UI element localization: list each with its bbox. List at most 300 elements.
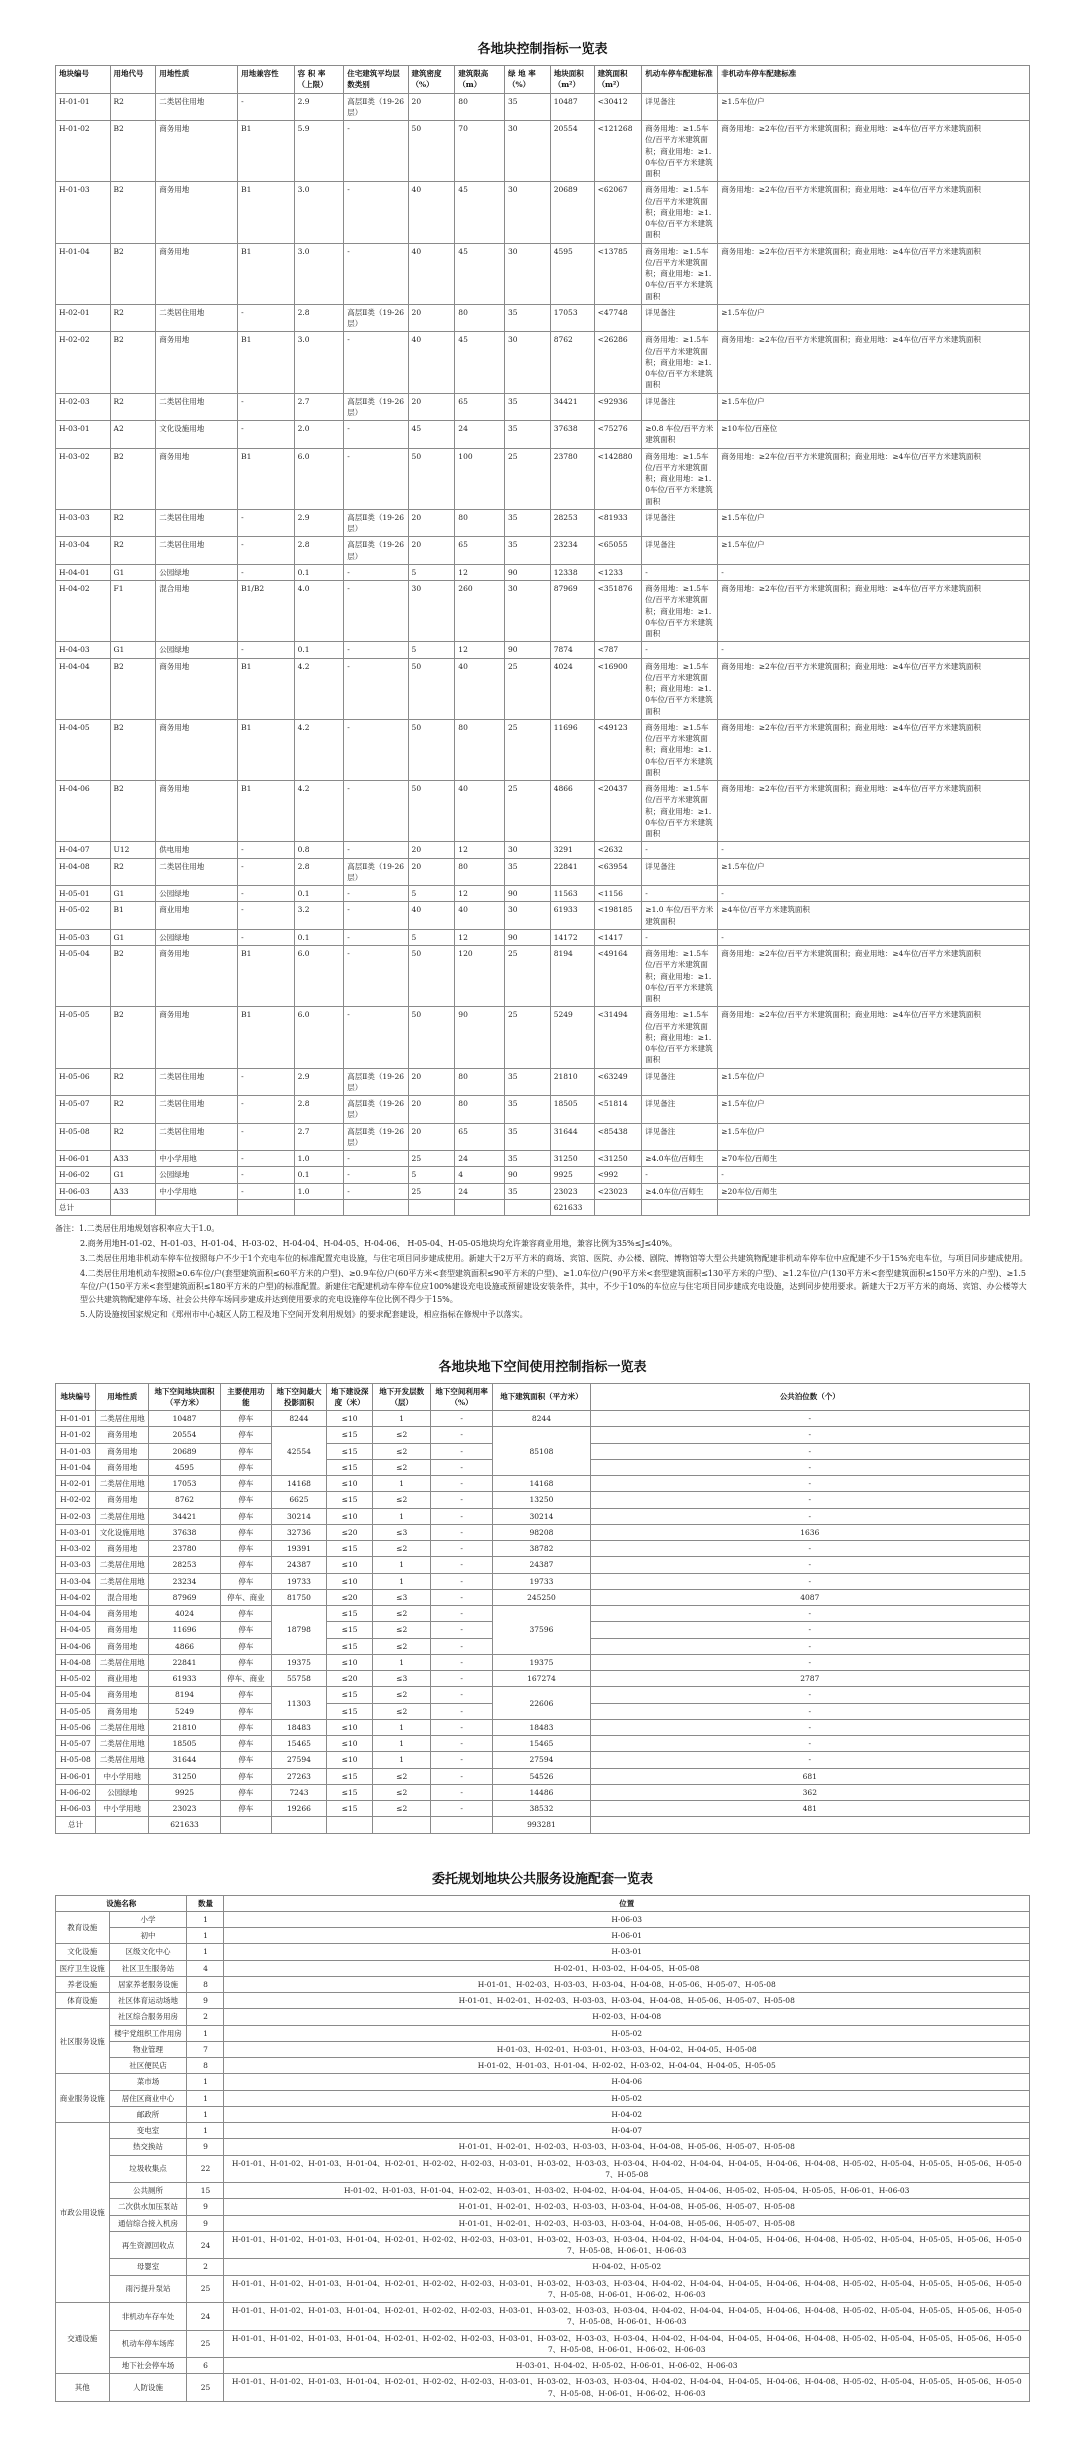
t1-cell: <2632 (594, 842, 642, 858)
t1-cell: <62067 (594, 182, 642, 243)
t1-cell: 11696 (550, 719, 594, 780)
t2-cell: ≤10 (326, 1752, 373, 1768)
t1-cell: B2 (110, 121, 156, 182)
t3-row (56, 2074, 1030, 2090)
t2-cell: 停车 (220, 1411, 272, 1427)
t2-cell: 27594 (493, 1752, 590, 1768)
t1-cell: 12 (455, 929, 505, 945)
t1-cell: B1 (238, 781, 294, 842)
t1-cell: 二类居住用地 (156, 1068, 238, 1096)
t1-row (56, 393, 1030, 421)
t1-cell: 二类居住用地 (156, 537, 238, 565)
t1-cell: 商务用地 (156, 719, 238, 780)
t1-cell: 商务用地：≥1.5车位/百平方米建筑面积；商业用地：≥1.0车位/百平方米建筑面积 (642, 243, 718, 304)
t2-cell: - (430, 1508, 492, 1524)
t1-cell: 0.1 (294, 642, 344, 658)
t1-cell (294, 1199, 344, 1215)
t2-cell (590, 1817, 1029, 1833)
t2-cell: 商务用地 (95, 1703, 149, 1719)
t1-cell: 35 (504, 1183, 550, 1199)
t3-count-cell: 9 (187, 1993, 224, 2009)
t1-cell: 35 (504, 509, 550, 537)
t2-cell: ≤10 (326, 1654, 373, 1670)
t1-cell: - (238, 1123, 294, 1151)
t1-row (56, 93, 1030, 121)
t2-cell: - (430, 1801, 492, 1817)
t2-cell: 二类居住用地 (95, 1508, 149, 1524)
t1-cell: B2 (110, 182, 156, 243)
t1-cell: ≥70车位/百师生 (718, 1151, 1030, 1167)
t1-cell: 混合用地 (156, 581, 238, 642)
t1-cell: 商务用地 (156, 448, 238, 509)
t1-row (56, 509, 1030, 537)
t2-cell: 1636 (590, 1524, 1029, 1540)
t3-count-cell: 25 (187, 2330, 224, 2358)
t1-cell: 1.0 (294, 1151, 344, 1167)
t3-facility-name-cell: 地下社会停车场 (109, 2358, 187, 2374)
t3-location-cell: H-01-01、H-02-03、H-03-03、H-03-04、H-04-08、H-05-06、H-05-07、H-05-08 (224, 1976, 1030, 1992)
t1-cell: H-06-02 (56, 1167, 111, 1183)
t3-facility-name-cell: 初中 (109, 1928, 187, 1944)
t1-cell: R2 (110, 304, 156, 332)
t1-cell: 文化设施用地 (156, 421, 238, 449)
t3-category-cell: 交通设施 (56, 2303, 110, 2374)
t2-cell (326, 1817, 373, 1833)
t2-cell: 14168 (493, 1476, 590, 1492)
t1-cell: 4595 (550, 243, 594, 304)
t1-cell: - (238, 537, 294, 565)
t3-location-cell: H-04-07 (224, 2123, 1030, 2139)
t2-cell: - (590, 1687, 1029, 1703)
t1-cell: R2 (110, 1123, 156, 1151)
t1-cell: - (344, 946, 408, 1007)
t2-cell: ≤2 (373, 1459, 430, 1475)
t3-location-cell: H-01-01、H-01-02、H-01-03、H-01-04、H-02-01、H-02-02、H-02-03、H-03-01、H-03-02、H-03-03、H-03-04、H-04-02、H-04-04、H-04-05、H-04-06、H-04-08、H-05-02、H-05-04、H-05-05、H-05-06、H-05-07、H-05-08 (224, 2155, 1030, 2183)
t2-row (56, 1589, 1030, 1605)
t2-cell: ≤15 (326, 1622, 373, 1638)
t1-cell: 40 (408, 332, 455, 393)
t2-cell: - (430, 1557, 492, 1573)
t1-cell: - (344, 842, 408, 858)
t1-column-header: 用地代号 (110, 66, 156, 94)
t2-cell: 停车 (220, 1654, 272, 1670)
t1-cell: 20 (408, 858, 455, 886)
t2-cell: 停车、商业 (220, 1589, 272, 1605)
t1-cell: 4.0 (294, 581, 344, 642)
t1-cell: 65 (455, 1123, 505, 1151)
note-line: 5.人防设施按国家规定和《郑州市中心城区人防工程及地下空间开发利用规划》的要求配套建设，相应指标在修规中予以落实。 (80, 1309, 528, 1319)
t2-cell: ≤2 (373, 1443, 430, 1459)
t3-facility-name-cell: 区级文化中心 (109, 1944, 187, 1960)
t3-row (56, 2058, 1030, 2074)
t2-cell: H-02-02 (56, 1492, 96, 1508)
t2-cell: 停车 (220, 1719, 272, 1735)
t2-cell: - (590, 1654, 1029, 1670)
table3-title: 委托规划地块公共服务设施配套一览表 (431, 1871, 653, 1887)
t2-cell: 1 (373, 1736, 430, 1752)
t1-cell: 20554 (550, 121, 594, 182)
t1-cell: 20689 (550, 182, 594, 243)
t1-cell (455, 1199, 505, 1215)
t1-cell: 8762 (550, 332, 594, 393)
t1-cell: 25 (408, 1183, 455, 1199)
t1-cell: 61933 (550, 902, 594, 930)
t1-cell: 18505 (550, 1096, 594, 1124)
t1-cell: H-04-06 (56, 781, 111, 842)
t1-cell: 0.1 (294, 564, 344, 580)
t2-row (56, 1524, 1030, 1540)
t1-cell: - (238, 304, 294, 332)
t1-cell: 4 (455, 1167, 505, 1183)
t1-cell: 20 (408, 537, 455, 565)
t1-cell: <63249 (594, 1068, 642, 1096)
t3-facility-name-cell: 公共厕所 (109, 2183, 187, 2199)
note-line: 3.二类居住用地非机动车停车位按照每户不少于1个充电车位的标准配置充电设施，与住宅项目同步建成使用。新建大于2万平方米的商场、宾馆、医院、办公楼、剧院、博物馆等大型公共建筑物配建非机动车停车位中应配建不少于15%充电车位，与项目同步建成使用。 (80, 1253, 1028, 1263)
t2-cell: 商务用地 (95, 1622, 149, 1638)
t2-cell: 1 (373, 1573, 430, 1589)
t3-location-cell: H-02-03、H-04-08 (224, 2009, 1030, 2025)
t1-cell: <31494 (594, 1007, 642, 1068)
t1-cell: 40 (455, 902, 505, 930)
t2-cell: - (590, 1573, 1029, 1589)
t3-count-cell: 22 (187, 2155, 224, 2183)
t1-cell: 高层Ⅱ类（19-26层） (344, 509, 408, 537)
t1-cell: 商务用地：≥1.5车位/百平方米建筑面积；商业用地：≥1.0车位/百平方米建筑面积 (642, 581, 718, 642)
t1-cell: H-05-02 (56, 902, 111, 930)
t2-cell: 停车 (220, 1703, 272, 1719)
t3-row (56, 2009, 1030, 2025)
t3-facility-name-cell: 再生资源回收点 (109, 2231, 187, 2259)
t2-cell: - (590, 1443, 1029, 1459)
t2-cell: - (430, 1687, 492, 1703)
t2-cell: 22841 (149, 1654, 220, 1670)
t1-cell: 2.7 (294, 393, 344, 421)
t2-cell: ≤15 (326, 1459, 373, 1475)
t3-category-cell: 其他 (56, 2374, 110, 2402)
t1-cell: H-03-03 (56, 509, 111, 537)
t1-cell: R2 (110, 537, 156, 565)
t1-cell: - (238, 509, 294, 537)
t1-cell: - (238, 1151, 294, 1167)
t1-cell: 商务用地：≥2车位/百平方米建筑面积；商业用地：≥4车位/百平方米建筑面积 (718, 182, 1030, 243)
t2-cell: - (590, 1492, 1029, 1508)
t1-cell: - (344, 1167, 408, 1183)
t2-cell: ≤10 (326, 1736, 373, 1752)
t2-row (56, 1541, 1030, 1557)
t1-row (56, 658, 1030, 719)
t1-cell: B1/B2 (238, 581, 294, 642)
t2-cell: 文化设施用地 (95, 1524, 149, 1540)
t2-cell-merged: 37596 (493, 1606, 590, 1655)
t3-count-cell: 15 (187, 2183, 224, 2199)
t2-cell: - (430, 1524, 492, 1540)
t2-cell: 61933 (149, 1671, 220, 1687)
t1-row (56, 448, 1030, 509)
t2-cell: H-06-03 (56, 1801, 96, 1817)
t1-cell: - (344, 1151, 408, 1167)
public-facilities-table (55, 1895, 1030, 2402)
t2-cell: 18483 (272, 1719, 327, 1735)
t1-cell: 高层Ⅱ类（19-26层） (344, 1123, 408, 1151)
t1-cell: 4.2 (294, 781, 344, 842)
t1-cell: 90 (455, 1007, 505, 1068)
t1-cell: H-04-03 (56, 642, 111, 658)
t1-cell: - (238, 842, 294, 858)
t2-column-header: 地块编号 (56, 1383, 96, 1411)
t1-cell: 商务用地：≥2车位/百平方米建筑面积；商业用地：≥4车位/百平方米建筑面积 (718, 121, 1030, 182)
t1-cell: ≥20车位/百师生 (718, 1183, 1030, 1199)
t1-cell: ≥10车位/百座位 (718, 421, 1030, 449)
t2-cell: 167274 (493, 1671, 590, 1687)
t1-cell: ≥1.5车位/户 (718, 93, 1030, 121)
t2-column-header: 主要使用功能 (220, 1383, 272, 1411)
t2-cell: 31644 (149, 1752, 220, 1768)
t2-cell: ≤10 (326, 1573, 373, 1589)
t3-category-cell: 社区服务设施 (56, 2009, 110, 2074)
t2-cell: 停车 (220, 1638, 272, 1654)
t1-cell: 50 (408, 719, 455, 780)
t1-column-header: 用地性质 (156, 66, 238, 94)
t2-cell: 5249 (149, 1703, 220, 1719)
t1-cell: <92936 (594, 393, 642, 421)
t2-cell: - (430, 1573, 492, 1589)
t1-cell: 30 (504, 182, 550, 243)
t1-cell: 22841 (550, 858, 594, 886)
t3-location-cell: H-06-03 (224, 1911, 1030, 1927)
t2-cell: - (590, 1557, 1029, 1573)
t1-column-header: 绿 地 率（%） (504, 66, 550, 94)
t1-cell: 3.0 (294, 332, 344, 393)
t3-row (56, 2041, 1030, 2057)
t3-row (56, 1911, 1030, 1927)
t3-location-cell: H-01-01、H-01-02、H-01-03、H-01-04、H-02-01、H-02-02、H-02-03、H-03-01、H-03-02、H-03-03、H-03-04、H-04-02、H-04-04、H-04-05、H-04-06、H-04-08、H-05-02、H-05-04、H-05-05、H-05-06、H-05-07、H-05-08、H-06-01、H-06-02、H-06-03 (224, 2330, 1030, 2358)
t3-count-cell: 2 (187, 2009, 224, 2025)
t2-cell: H-02-01 (56, 1476, 96, 1492)
t1-cell: 4024 (550, 658, 594, 719)
t1-cell: 7874 (550, 642, 594, 658)
t1-cell: <787 (594, 642, 642, 658)
t3-row (56, 1960, 1030, 1976)
t2-cell: ≤2 (373, 1687, 430, 1703)
t1-cell: 商务用地：≥2车位/百平方米建筑面积；商业用地：≥4车位/百平方米建筑面积 (718, 448, 1030, 509)
t2-cell: - (590, 1459, 1029, 1475)
t3-location-cell: H-04-06 (224, 2074, 1030, 2090)
t2-cell: ≤15 (326, 1541, 373, 1557)
t2-cell: H-02-03 (56, 1508, 96, 1524)
t2-cell: 商务用地 (95, 1541, 149, 1557)
underground-space-table (55, 1383, 1030, 1834)
t2-cell: 24387 (272, 1557, 327, 1573)
t1-cell: 9925 (550, 1167, 594, 1183)
t3-count-cell: 9 (187, 2215, 224, 2231)
t1-cell: 20 (408, 393, 455, 421)
t2-cell: - (430, 1411, 492, 1427)
t1-cell: 20 (408, 842, 455, 858)
t1-cell: - (642, 564, 718, 580)
t2-cell: 4595 (149, 1459, 220, 1475)
t1-cell: 商务用地：≥2车位/百平方米建筑面积；商业用地：≥4车位/百平方米建筑面积 (718, 1007, 1030, 1068)
t1-cell: 高层Ⅱ类（19-26层） (344, 1096, 408, 1124)
t1-cell: 商务用地 (156, 182, 238, 243)
t1-row (56, 1123, 1030, 1151)
t1-cell: 80 (455, 304, 505, 332)
t1-cell: - (642, 886, 718, 902)
t2-cell: ≤15 (326, 1687, 373, 1703)
t2-cell: - (430, 1492, 492, 1508)
t2-cell: 1 (373, 1557, 430, 1573)
t3-row (56, 2155, 1030, 2183)
t1-cell: - (344, 332, 408, 393)
t3-facility-name-cell: 垃圾收集点 (109, 2155, 187, 2183)
t1-cell: 23780 (550, 448, 594, 509)
t2-cell: 30214 (272, 1508, 327, 1524)
t1-cell: ≥1.5车位/户 (718, 858, 1030, 886)
t3-row (56, 2090, 1030, 2106)
t1-cell: 35 (504, 1151, 550, 1167)
t1-cell: 24 (455, 1183, 505, 1199)
t2-cell: 二类居住用地 (95, 1476, 149, 1492)
t3-count-cell: 6 (187, 2358, 224, 2374)
t1-column-header: 建筑限高（m） (455, 66, 505, 94)
t1-cell: 6.0 (294, 1007, 344, 1068)
t2-cell: 停车 (220, 1687, 272, 1703)
t3-count-cell: 24 (187, 2231, 224, 2259)
t2-cell: H-05-04 (56, 1687, 96, 1703)
t2-cell: 4087 (590, 1589, 1029, 1605)
t1-cell: 40 (408, 243, 455, 304)
t3-count-cell: 24 (187, 2303, 224, 2331)
t1-row (56, 537, 1030, 565)
t1-cell: <65055 (594, 537, 642, 565)
t1-cell: B1 (238, 1007, 294, 1068)
t2-cell: 商务用地 (95, 1638, 149, 1654)
t1-cell: 详见备注 (642, 393, 718, 421)
t2-cell: 停车 (220, 1492, 272, 1508)
t1-cell: 25 (504, 946, 550, 1007)
t1-cell: - (718, 1167, 1030, 1183)
t1-row (56, 1096, 1030, 1124)
t2-cell-merged: 85108 (493, 1427, 590, 1476)
t1-cell: 2.9 (294, 509, 344, 537)
t1-cell: 2.7 (294, 1123, 344, 1151)
t2-cell: 停车 (220, 1557, 272, 1573)
section-public-facilities (55, 1868, 1030, 2402)
t2-cell: 二类居住用地 (95, 1719, 149, 1735)
t1-cell (110, 1199, 156, 1215)
t2-cell: H-04-08 (56, 1654, 96, 1670)
t2-cell: H-04-06 (56, 1638, 96, 1654)
t2-cell: 1 (373, 1719, 430, 1735)
t3-row (56, 1928, 1030, 1944)
t1-cell: 30 (504, 243, 550, 304)
t1-cell: G1 (110, 642, 156, 658)
t1-cell: H-02-02 (56, 332, 111, 393)
t1-cell: 35 (504, 421, 550, 449)
t1-cell: B2 (110, 781, 156, 842)
t1-cell: 商务用地：≥2车位/百平方米建筑面积；商业用地：≥4车位/百平方米建筑面积 (718, 781, 1030, 842)
t1-cell: 20 (408, 304, 455, 332)
t1-cell: R2 (110, 93, 156, 121)
t2-cell: 11696 (149, 1622, 220, 1638)
t1-cell: 21810 (550, 1068, 594, 1096)
t2-cell: - (430, 1459, 492, 1475)
t1-cell: ≥1.5车位/户 (718, 1068, 1030, 1096)
t1-cell: - (238, 886, 294, 902)
t1-cell: 高层Ⅱ类（19-26层） (344, 1068, 408, 1096)
t1-cell: - (642, 842, 718, 858)
t2-cell: ≤15 (326, 1784, 373, 1800)
t1-cell: ≥1.0 车位/百平方米建筑面积 (642, 902, 718, 930)
t3-location-cell: H-01-01、H-02-01、H-02-03、H-03-03、H-03-04、H-04-08、H-05-06、H-05-07、H-05-08 (224, 1993, 1030, 2009)
t2-cell: - (590, 1736, 1029, 1752)
t1-cell: - (344, 121, 408, 182)
t1-cell: ≥1.5车位/户 (718, 393, 1030, 421)
t3-facility-name-cell: 母婴室 (109, 2259, 187, 2275)
t1-cell: 65 (455, 537, 505, 565)
t1-cell: 90 (504, 886, 550, 902)
t2-cell: 停车 (220, 1768, 272, 1784)
t1-cell: H-06-03 (56, 1183, 111, 1199)
t1-row (56, 858, 1030, 886)
t2-cell: 8762 (149, 1492, 220, 1508)
t1-cell: 商务用地：≥1.5车位/百平方米建筑面积；商业用地：≥1.0车位/百平方米建筑面积 (642, 658, 718, 719)
t2-cell: - (590, 1638, 1029, 1654)
t1-cell: B2 (110, 719, 156, 780)
t2-cell: 362 (590, 1784, 1029, 1800)
t1-cell: H-05-04 (56, 946, 111, 1007)
t2-cell: 27594 (272, 1752, 327, 1768)
t1-cell: 35 (504, 1068, 550, 1096)
t2-cell: H-03-03 (56, 1557, 96, 1573)
t1-cell: 二类居住用地 (156, 858, 238, 886)
t1-cell: 80 (455, 858, 505, 886)
t1-cell: 50 (408, 781, 455, 842)
t2-cell: 停车 (220, 1606, 272, 1622)
t3-facility-name-cell: 物业管理 (109, 2041, 187, 2057)
t1-cell: G1 (110, 929, 156, 945)
t2-row (56, 1736, 1030, 1752)
t1-cell: 20 (408, 509, 455, 537)
t1-cell: 260 (455, 581, 505, 642)
t3-facility-name-cell: 通信综合接入机房 (109, 2215, 187, 2231)
t1-cell: 12 (455, 842, 505, 858)
t1-cell: 0.8 (294, 842, 344, 858)
t2-cell: 二类居住用地 (95, 1736, 149, 1752)
section-underground-space (55, 1356, 1030, 1834)
t2-cell: ≤2 (373, 1492, 430, 1508)
t2-cell: 二类居住用地 (95, 1557, 149, 1573)
t3-location-cell: H-04-02 (224, 2106, 1030, 2122)
t1-cell: 25 (504, 719, 550, 780)
t3-location-cell: H-01-02、H-01-03、H-01-04、H-02-02、H-03-01、H-03-02、H-04-02、H-04-04、H-04-05、H-04-06、H-05-02、H-05-04、H-05-05、H-06-01、H-06-03 (224, 2183, 1030, 2199)
t1-header-row (56, 66, 1030, 94)
t2-cell: ≤2 (373, 1638, 430, 1654)
t3-row (56, 2374, 1030, 2402)
t1-cell (642, 1199, 718, 1215)
t1-cell: 5 (408, 929, 455, 945)
t3-location-cell: H-03-01 (224, 1944, 1030, 1960)
t1-cell: ≥1.5车位/户 (718, 304, 1030, 332)
t1-row (56, 332, 1030, 393)
t1-cell: 商务用地：≥2车位/百平方米建筑面积；商业用地：≥4车位/百平方米建筑面积 (718, 332, 1030, 393)
t1-cell: <351876 (594, 581, 642, 642)
t1-cell: 12 (455, 564, 505, 580)
t2-cell: H-01-02 (56, 1427, 96, 1443)
t2-cell: 27263 (272, 1768, 327, 1784)
t2-cell (220, 1817, 272, 1833)
t2-cell (373, 1817, 430, 1833)
t1-cell: 17053 (550, 304, 594, 332)
